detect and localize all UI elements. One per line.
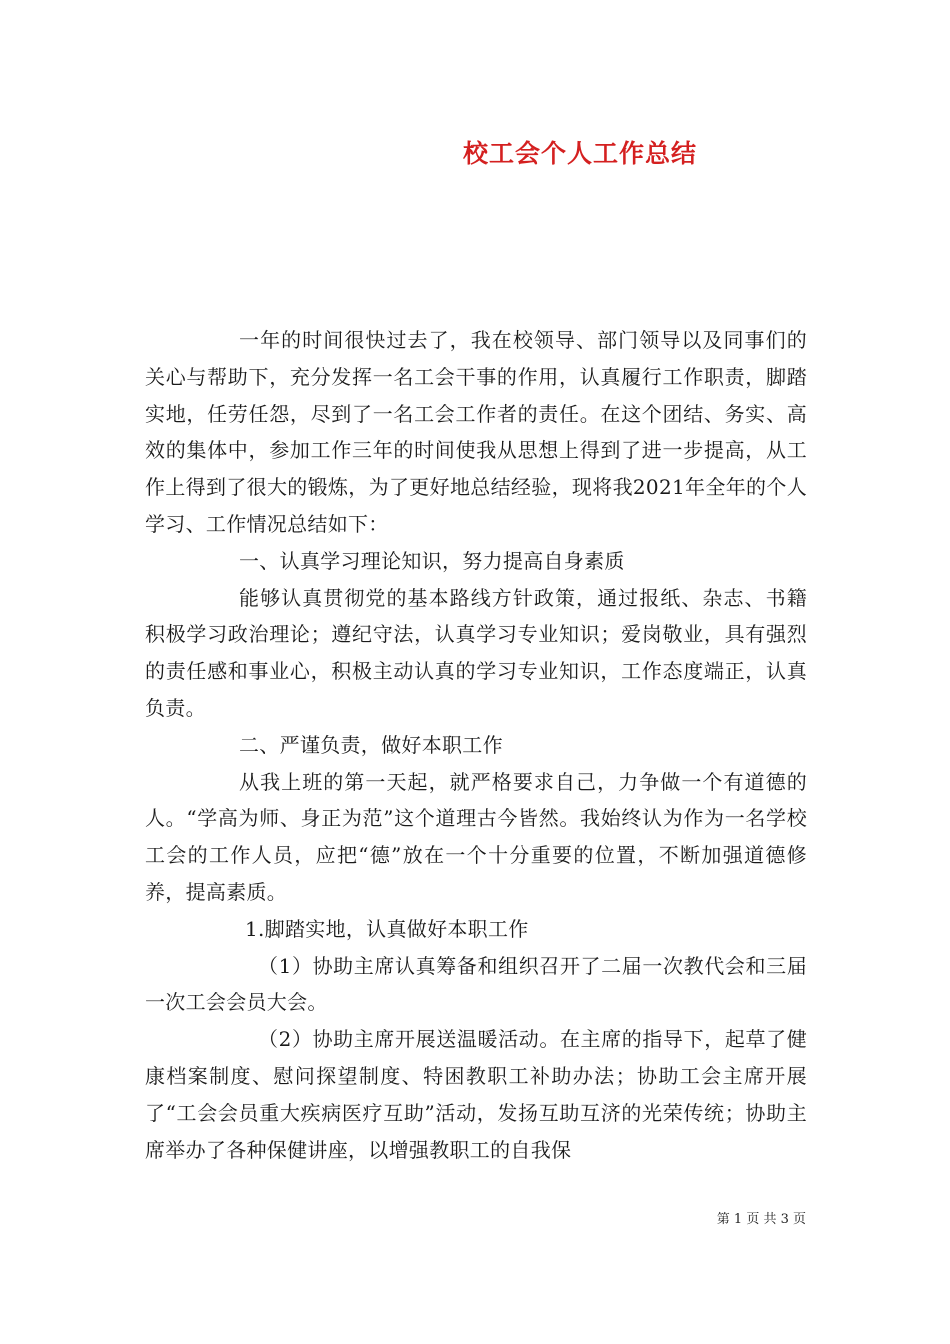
document-body [145,322,807,1168]
subsection-heading-1: 1.脚踏实地，认真做好本职工作 [245,916,529,941]
list-item-2: （2）协助主席开展送温暖活动。在主席的指导下，起草了健康档案制度、慰问探望制度、特困教职工补助办法；协助工会主席开展了“工会会员重大疾病医疗互助”活动，发扬互助互济的光荣传统；协助主席举办了各种保健讲座，以增强教职工的自我保 [145,1027,807,1162]
paragraph-section-2: 从我上班的第一天起，就严格要求自己，力争做一个有道德的人。“学高为师、身正为范”这个道理古今皆然。我始终认为作为一名学校工会的工作人员，应把“德”放在一个十分重要的位置，不断加强道德修养，提高素质。 [145,769,807,904]
section-heading-1: 一、认真学习理论知识，努力提高自身素质 [239,548,625,573]
section-heading-2: 二、严谨负责，做好本职工作 [239,732,503,757]
page-number-footer: 第 1 页 共 3 页 [716,1212,806,1227]
list-item-1: （1）协助主席认真筹备和组织召开了二届一次教代会和三届一次工会会员大会。 [145,953,807,1015]
paragraph-section-1: 能够认真贯彻党的基本路线方针政策，通过报纸、杂志、书籍积极学习政治理论；遵纪守法，认真学习专业知识；爱岗敬业，具有强烈的责任感和事业心，积极主动认真的学习专业知识，工作态度端正，认真负责。 [145,585,807,720]
document-title: 校工会个人工作总结 [462,139,697,168]
paragraph-intro: 一年的时间很快过去了，我在校领导、部门领导以及同事们的关心与帮助下，充分发挥一名工会干事的作用，认真履行工作职责，脚踏实地，任劳任怨，尽到了一名工会工作者的责任。在这个团结、务实、高效的集体中，参加工作三年的时间使我从思想上得到了进一步提高，从工作上得到了很大的锻炼，为了更好地总结经验，现将我2021年全年的个人学习、工作情况总结如下： [145,328,807,536]
